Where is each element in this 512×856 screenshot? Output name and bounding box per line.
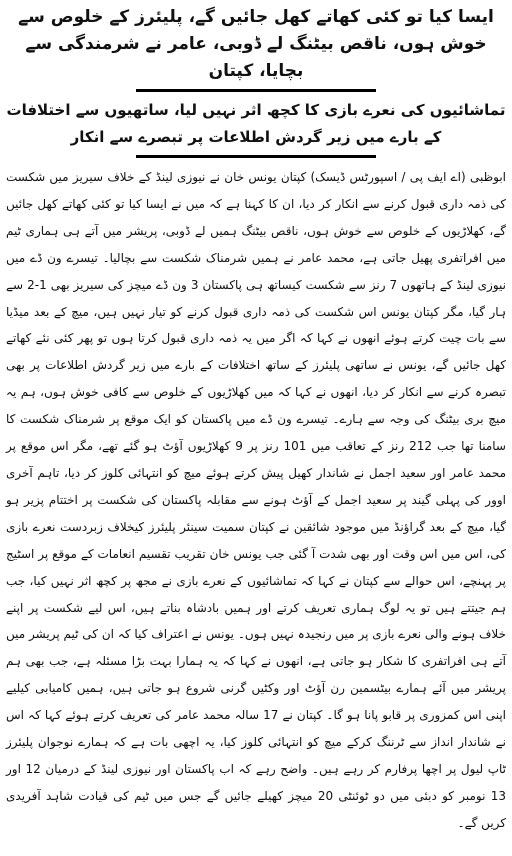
- headline-divider: [136, 89, 376, 92]
- article-subhead: تماشائیوں کی نعرے بازی کا کچھ اثر نہیں لیا، ساتھیوں سے اختلافات کے بارے میں زیر گردش اطلاعات پر تبصرے سے انکار: [6, 101, 506, 146]
- article-body: ابوظبی (اے ایف پی / اسپورٹس ڈیسک) کپتان یونس خان نے نیوزی لینڈ کے خلاف سیریز میں شکست کی ذمہ داری قبول کرنے سے انکار کر دیا، ان کا کہنا ہے کہ میں نے ایسا کیا تو کئی کھاتے کھل جائیں گے، کھلاڑیوں کے خلوص سے خوش ہوں، ناقص بیٹنگ ہمیں لے ڈوبی، پریشر میں آتے ہی ہماری ٹیم میں افراتفری پھیل جاتی ہے، محمد عامر نے ہمیں شرمناک شکست سے بچالیا۔ تیسرے ون ڈے میں نیوزی لینڈ کے ہاتھوں 7 رنز سے شکست کیساتھ ہی پاکستان 3 ون ڈے میچز کی سیریز بھی 1-2 سے ہار گیا، مگر کپتان یونس اس شکست کی ذمہ داری قبول کرنے کو تیار نہیں ہیں، میچ کے بعد میڈیا سے بات چیت کرتے ہوئے انھوں نے کہا کہ اگر میں یہ ذمہ داری قبول کرتا ہوں تو پھر کئی نئے کھاتے کھل جائیں گے، یونس نے ساتھی پلیئرز کے ساتھ اختلافات کے بارے میں زیر گردش اطلاعات پر بھی تبصرہ کرنے سے انکار کر دیا، انھوں نے کہا کہ میں کھلاڑیوں کے خلوص سے کافی خوش ہوں، ہم یہ میچ بری بیٹنگ کی وجہ سے ہارے۔ تیسرے ون ڈے میں پاکستان کو ایک موقع پر شرمناک شکست کا سامنا تھا جب 212 رنز کے تعاقب میں 101 رنز پر 9 کھلاڑیوں آؤٹ ہو گئے تھے، مگر اس موقع پر محمد عامر اور سعید اجمل نے شاندار کھیل پیش کرتے ہوئے میچ کو انتہائی کلوز کر دیا، تاہم آخری اوور کی پہلی گیند پر سعید اجمل کے آؤٹ ہونے سے مقابلہ پاکستان کی شکست پر اختتام پزیر ہو گیا، میچ کے بعد گراؤنڈ میں موجود شائقین نے کپتان سمیت سینئر پلیئرز کیخلاف زبردست نعرے بازی کی، اس میں اس وقت اور بھی شدت آ گئی جب یونس خان تقریب تقسیم انعامات کے موقع پر اسٹیج پر پہنچے، اس حوالے سے کپتان نے کہا کہ تماشائیوں کے نعرے بازی نے مجھ پر کچھ اثر نہیں کیا، جب ہم جیتتے ہیں تو یہ لوگ ہماری تعریف کرتے اور ہمیں بادشاہ بناتے ہیں، اس لیے شکست پر اپنے خلاف ہونے والی نعرے بازی پر میں رنجیدہ نہیں ہوں۔ یونس نے اعتراف کیا کہ ان کی ٹیم پریشر میں آتے ہی افراتفری کا شکار ہو جاتی ہے، انھوں نے کہا کہ یہ ہمارا بہت بڑا مسئلہ ہے، جب بھی ہم پریشر میں آئے ہمارے بیٹسمین رن آؤٹ اور وکٹیں گرنی شروع ہو جاتی ہیں، ہمیں کامیابی کیلیے اپنی اس کمزوری پر قابو پانا ہو گا۔ کپتان نے 17 سالہ محمد عامر کی تعریف کرتے ہوئے کہا کہ اس نے شاندار انداز سے ٹرننگ کرکے میچ کو انتہائی کلوز کیا، یہ اچھی بات ہے کہ ہمارے نوجوان پلیئرز ٹاپ لیول پر اچھا پرفارم کر رہے ہیں۔ واضح رہے کہ اب پاکستان اور نیوزی لینڈ کے درمیان 12 اور 13 نومبر کو دبئی میں دو ٹوئنٹی 20 میچز کھیلے جائیں گے جس میں ٹیم کی قیادت شاہد آفریدی کریں گے۔: [6, 170, 506, 830]
- subhead-divider: [136, 155, 376, 158]
- article-headline: ایسا کیا تو کئی کھاتے کھل جائیں گے، پلیئرز کے خلوص سے خوش ہوں، ناقص بیٹنگ لے ڈوبی، عامر نے شرمندگی سے بچایا، کپتان: [18, 7, 494, 81]
